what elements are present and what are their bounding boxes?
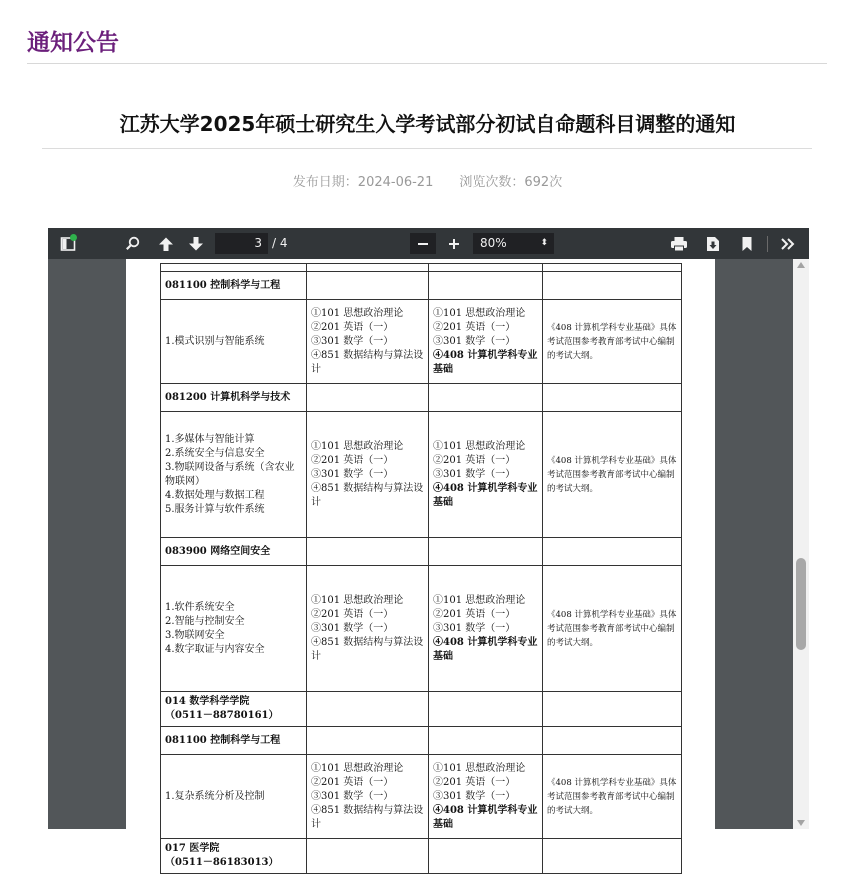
exam-subject-table — [160, 263, 682, 874]
new-subjects-cell — [429, 755, 543, 839]
table-cell-empty — [307, 272, 429, 300]
major-cell — [161, 839, 307, 874]
direction-item: 4.数字取证与内容安全 — [165, 643, 265, 655]
toolbar-separator — [767, 236, 768, 252]
scroll-up-arrow-icon[interactable] — [797, 262, 805, 268]
table-cell-empty — [307, 727, 429, 755]
article-meta — [0, 171, 855, 190]
views-count: 692次 — [524, 175, 563, 190]
direction-item: 1.模式识别与智能系统 — [165, 335, 265, 347]
pdf-page — [126, 259, 715, 868]
direction-row — [161, 566, 682, 692]
direction-item: 1.多媒体与智能计算 — [165, 433, 255, 445]
major-name: 081200 计算机科学与技术 — [165, 391, 291, 403]
section-title: 通知公告 — [27, 30, 119, 56]
old-subjects-cell — [307, 755, 429, 839]
new-subject-item: ④408 计算机学科专业基础 — [433, 636, 538, 662]
new-subjects-cell — [429, 412, 543, 538]
table-cell-empty — [543, 727, 682, 755]
major-row — [161, 727, 682, 755]
table-cell-empty — [543, 839, 682, 874]
old-subject-item: ④851 数据结构与算法设计 — [311, 636, 424, 662]
major-cell — [161, 727, 307, 755]
old-subject-item: ②201 英语（一） — [311, 776, 394, 788]
direction-cell — [161, 755, 307, 839]
old-subjects-cell — [307, 412, 429, 538]
old-subject-item: ③301 数学（一） — [311, 335, 394, 347]
pdf-toolbar — [48, 228, 809, 259]
direction-item: 3.物联网设备与系统（含农业物联网） — [165, 461, 295, 487]
new-subjects-cell — [429, 300, 543, 384]
table-cell-empty — [307, 264, 429, 272]
old-subject-item: ④851 数据结构与算法设计 — [311, 482, 424, 508]
table-cell-empty — [429, 272, 543, 300]
direction-item: 1.软件系统安全 — [165, 601, 235, 613]
new-subject-item: ①101 思想政治理论 — [433, 440, 526, 452]
new-subject-item: ②201 英语（一） — [433, 454, 516, 466]
title-divider — [42, 148, 812, 149]
zoom-in-button[interactable] — [441, 233, 467, 254]
minus-icon — [417, 238, 429, 250]
zoom-select[interactable] — [473, 233, 554, 254]
updown-caret-icon: ⬍ — [540, 238, 548, 248]
major-row — [161, 538, 682, 566]
major-phone: （0511－88780161） — [165, 710, 279, 721]
table-cell-empty — [543, 538, 682, 566]
note-cell: 《408 计算机学科专业基础》具体考试范围参考教育部考试中心编制的考试大纲。 — [543, 412, 682, 538]
major-name: 083900 网络空间安全 — [165, 545, 271, 557]
new-subject-item: ③301 数学（一） — [433, 335, 516, 347]
new-subject-item: ③301 数学（一） — [433, 790, 516, 802]
new-subject-item: ④408 计算机学科专业基础 — [433, 482, 538, 508]
scroll-down-arrow-icon[interactable] — [797, 820, 805, 826]
table-cell-empty — [543, 272, 682, 300]
old-subject-item: ②201 英语（一） — [311, 608, 394, 620]
search-icon[interactable] — [120, 228, 144, 259]
section-divider — [27, 63, 827, 64]
printer-icon[interactable] — [667, 228, 691, 259]
plus-icon — [448, 238, 460, 250]
direction-item: 3.物联网安全 — [165, 629, 225, 641]
new-subject-item: ④408 计算机学科专业基础 — [433, 804, 538, 830]
table-cell-empty — [307, 384, 429, 412]
article-title: 江苏大学2025年硕士研究生入学考试部分初试自命题科目调整的通知 — [119, 112, 736, 136]
old-subject-item: ③301 数学（一） — [311, 622, 394, 634]
status-dot — [70, 234, 77, 241]
new-subject-item: ②201 英语（一） — [433, 321, 516, 333]
new-subject-item: ①101 思想政治理论 — [433, 762, 526, 774]
old-subject-item: ③301 数学（一） — [311, 790, 394, 802]
major-name: 014 数学科学学院 — [165, 696, 250, 707]
new-subject-item: ②201 英语（一） — [433, 608, 516, 620]
table-cell-empty — [543, 264, 682, 272]
page-number-input[interactable]: 3 — [215, 233, 268, 254]
bookmark-icon[interactable] — [735, 228, 759, 259]
page-total: / 4 — [272, 236, 288, 250]
old-subject-item: ①101 思想政治理论 — [311, 440, 404, 452]
direction-item: 4.数据处理与数据工程 — [165, 489, 265, 501]
zoom-out-button[interactable] — [410, 233, 436, 254]
arrow-down-icon[interactable] — [184, 228, 208, 259]
double-chevron-right-icon[interactable] — [776, 228, 800, 259]
major-name: 017 医学院 — [165, 843, 220, 854]
direction-row — [161, 300, 682, 384]
direction-row — [161, 412, 682, 538]
old-subject-item: ②201 英语（一） — [311, 321, 394, 333]
direction-cell — [161, 412, 307, 538]
old-subject-item: ①101 思想政治理论 — [311, 307, 404, 319]
new-subject-item: ④408 计算机学科专业基础 — [433, 349, 538, 375]
table-row — [161, 264, 682, 272]
old-subject-item: ①101 思想政治理论 — [311, 762, 404, 774]
table-cell-empty — [307, 692, 429, 727]
major-name: 081100 控制科学与工程 — [165, 279, 281, 291]
old-subjects-cell — [307, 300, 429, 384]
new-subject-item: ③301 数学（一） — [433, 622, 516, 634]
major-row — [161, 384, 682, 412]
major-cell — [161, 692, 307, 727]
sidebar-toggle-icon[interactable] — [56, 228, 80, 259]
new-subject-item: ③301 数学（一） — [433, 468, 516, 480]
table-cell-empty — [543, 692, 682, 727]
table-cell-empty — [429, 839, 543, 874]
table-cell-empty — [429, 727, 543, 755]
direction-cell — [161, 566, 307, 692]
vertical-scrollbar[interactable] — [793, 259, 809, 829]
major-row — [161, 692, 682, 727]
new-subject-item: ①101 思想政治理论 — [433, 594, 526, 606]
old-subject-item: ②201 英语（一） — [311, 454, 394, 466]
table-cell-empty — [429, 692, 543, 727]
table-cell-empty — [307, 839, 429, 874]
arrow-up-icon[interactable] — [154, 228, 178, 259]
views-label: 浏览次数： — [459, 175, 525, 190]
publish-date: 2024-06-21 — [357, 175, 434, 190]
old-subject-item: ①101 思想政治理论 — [311, 594, 404, 606]
direction-item: 2.系统安全与信息安全 — [165, 447, 265, 459]
note-cell: 《408 计算机学科专业基础》具体考试范围参考教育部考试中心编制的考试大纲。 — [543, 300, 682, 384]
old-subject-item: ④851 数据结构与算法设计 — [311, 804, 424, 830]
note-cell: 《408 计算机学科专业基础》具体考试范围参考教育部考试中心编制的考试大纲。 — [543, 755, 682, 839]
pdf-viewer — [48, 228, 809, 868]
major-phone: （0511－86183013） — [165, 857, 279, 868]
scroll-thumb[interactable] — [796, 558, 806, 650]
table-cell-empty — [307, 538, 429, 566]
major-row — [161, 839, 682, 874]
major-row — [161, 272, 682, 300]
old-subject-item: ③301 数学（一） — [311, 468, 394, 480]
direction-item: 2.智能与控制安全 — [165, 615, 245, 627]
note-cell: 《408 计算机学科专业基础》具体考试范围参考教育部考试中心编制的考试大纲。 — [543, 566, 682, 692]
major-name: 081100 控制科学与工程 — [165, 734, 281, 746]
direction-row — [161, 755, 682, 839]
table-cell-empty — [429, 264, 543, 272]
table-cell-empty — [429, 538, 543, 566]
publish-label: 发布日期： — [292, 175, 358, 190]
old-subject-item: ④851 数据结构与算法设计 — [311, 349, 424, 375]
new-subject-item: ②201 英语（一） — [433, 776, 516, 788]
table-cell-empty — [543, 384, 682, 412]
new-subject-item: ①101 思想政治理论 — [433, 307, 526, 319]
new-subjects-cell — [429, 566, 543, 692]
direction-cell — [161, 300, 307, 384]
old-subjects-cell — [307, 566, 429, 692]
download-icon[interactable] — [701, 228, 725, 259]
major-cell — [161, 538, 307, 566]
direction-item: 5.服务计算与软件系统 — [165, 503, 265, 515]
major-cell — [161, 272, 307, 300]
table-cell-empty — [429, 384, 543, 412]
major-cell — [161, 384, 307, 412]
zoom-value: 80% — [480, 236, 507, 250]
direction-item: 1.复杂系统分析及控制 — [165, 790, 265, 802]
table-cell-empty — [161, 264, 307, 272]
